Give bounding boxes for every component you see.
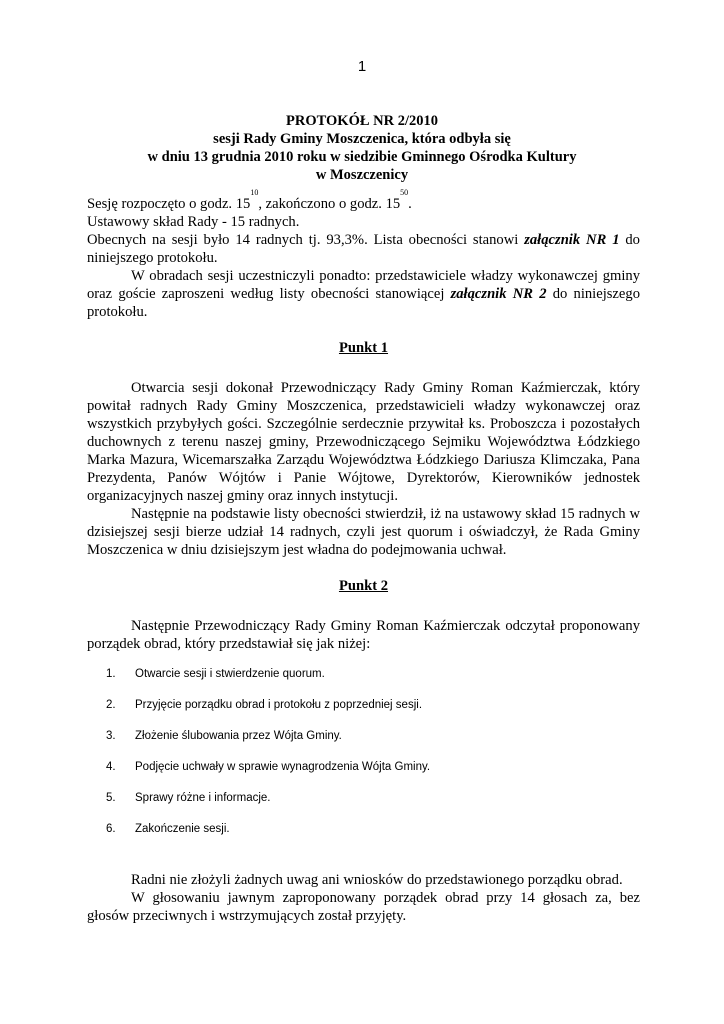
- title-line-4: w Moszczenicy: [315, 167, 409, 183]
- title-line-1: PROTOKÓŁ NR 2/2010: [286, 113, 438, 129]
- punkt-1-heading: Punkt 1: [338, 340, 389, 356]
- page-number: 1: [357, 58, 367, 75]
- attachment-2-ref: załącznik NR 2: [450, 286, 547, 302]
- list-item: 3. Złożenie ślubowania przez Wójta Gminy.: [106, 730, 342, 742]
- statutory-composition: Ustawowy skład Rady - 15 radnych.: [87, 214, 300, 230]
- document-body: [87, 188, 640, 925]
- punkt-2-heading: Punkt 2: [338, 578, 389, 594]
- document-title: [0, 112, 724, 184]
- title-line-2: sesji Rady Gminy Moszczenica, która odbyła się: [213, 131, 511, 147]
- title-line-3: w dniu 13 grudnia 2010 roku w siedzibie Gminnego Ośrodka Kultury: [147, 149, 577, 165]
- list-item: 1. Otwarcie sesji i stwierdzenie quorum.: [106, 668, 325, 680]
- attachment-1-ref: załącznik NR 1: [524, 232, 620, 248]
- agenda-list: [87, 665, 640, 851]
- session-times: Sesję rozpoczęto o godz. $15^{10}$, zakończono o godz. $15^{50}$.: [87, 188, 412, 212]
- punkt-1-paragraph-2: Następnie na podstawie listy obecności stwierdził, iż na ustawowy skład 15 radnych w dzisiejszej sesji bierze udział 14 radnych, czyli jest quorum i oświadczył, że Rada Gminy Moszczenica w dniu dzisiejszym jest władna do podejmowania uchwał.: [87, 506, 640, 558]
- list-item: 2. Przyjęcie porządku obrad i protokołu z poprzedniej sesji.: [106, 699, 423, 711]
- list-item: 5. Sprawy różne i informacje.: [106, 792, 271, 804]
- punkt-2-intro: Następnie Przewodniczący Rady Gminy Roman Kaźmierczak odczytał proponowany porządek obrad, który przedstawiał się jak niżej:: [87, 618, 640, 652]
- attendance-paragraph: Obecnych na sesji było 14 radnych tj. 93,3%. Lista obecności stanowi załącznik NR 1 do niniejszego protokołu.: [87, 232, 640, 266]
- punkt-2-paragraph-2: W głosowaniu jawnym zaproponowany porządek obrad przy 14 głosach za, bez głosów przeciwnych i wstrzymujących został przyjęty.: [87, 890, 640, 924]
- list-item: 4. Podjęcie uchwały w sprawie wynagrodzenia Wójta Gminy.: [106, 761, 431, 773]
- punkt-1-paragraph-1: Otwarcia sesji dokonał Przewodniczący Rady Gminy Roman Kaźmierczak, który powitał radnych Rady Gminy Moszczenica, przedstawicieli władzy wykonawczej oraz wszystkich przybyłych gości. Szczególnie serdecznie przywitał ks. Proboszcza i pozostałych duchownych z terenu naszej gminy, Przewodniczącego Sejmiku Województwa Łódzkiego Marka Mazura, Wicemarszałka Zarządu Województwa Łódzkiego Dariusza Klimczaka, Pana Prezydenta, Panów Wójtów i Panie Wójtowe, Dyrektorów, Kierowników jednostek organizacyjnych naszej gminy oraz innych instytucji.: [87, 380, 640, 504]
- punkt-2-paragraph-1: Radni nie złożyli żadnych uwag ani wniosków do przedstawionego porządku obrad.: [131, 872, 623, 888]
- participants-paragraph: W obradach sesji uczestniczyli ponadto: przedstawiciele władzy wykonawczej gminy oraz goście zaproszeni według listy obecności stanowiącej załącznik NR 2 do niniejszego protokołu.: [87, 268, 640, 320]
- list-item: 6. Zakończenie sesji.: [106, 823, 230, 835]
